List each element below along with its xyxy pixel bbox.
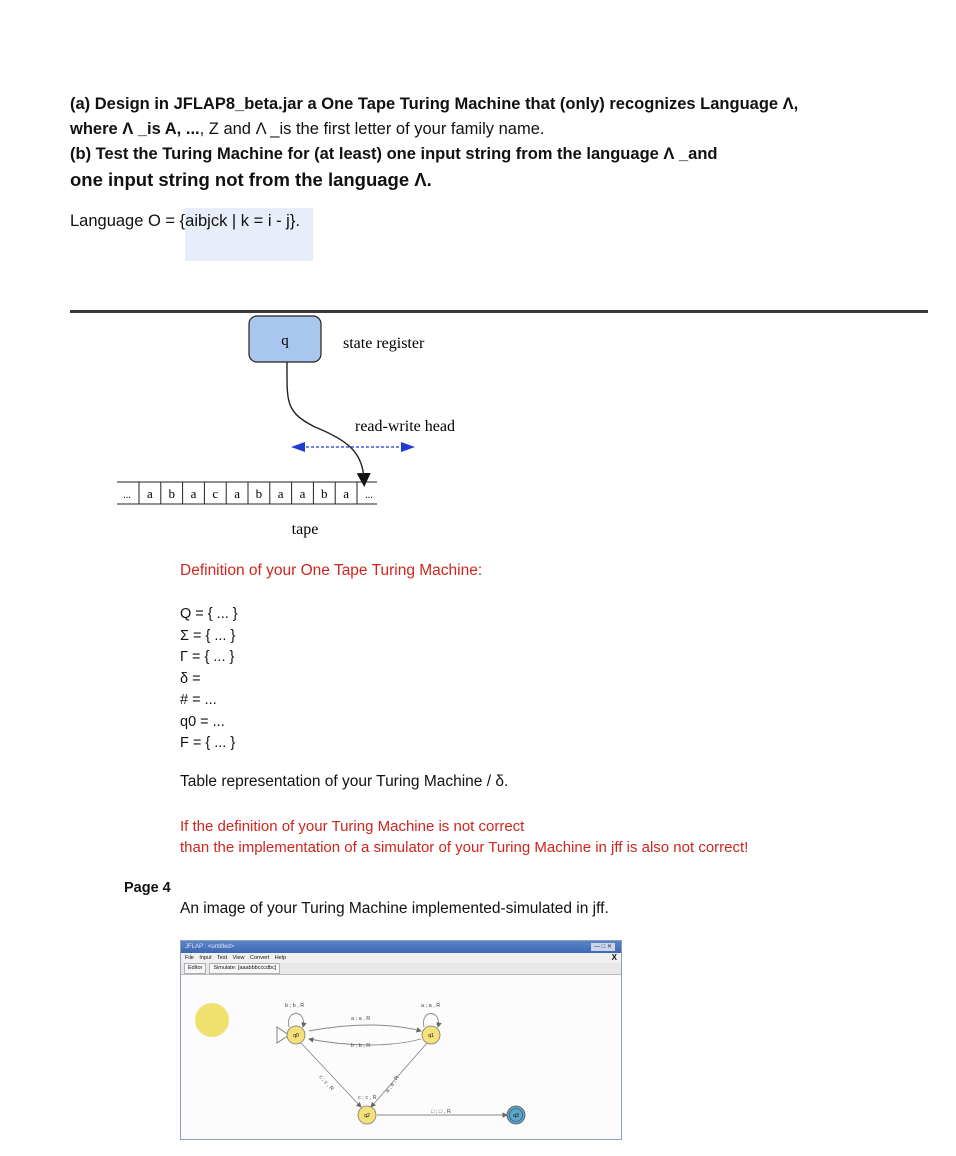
definition-line: Σ = { ... } <box>180 627 236 644</box>
transition-label: a ; a , R <box>421 1003 441 1009</box>
read-write-head-label: read-write head <box>355 418 455 435</box>
state-label: q2 <box>364 1113 370 1119</box>
task-a-line1: (a) Design in JFLAP8_beta.jar a One Tape Turing Machine that (only) recognizes Language Λ, <box>70 95 799 113</box>
tab-simulate[interactable]: Simulate: [aaabbbcccdbc] <box>209 963 280 974</box>
task-text <box>70 92 930 192</box>
definition-list <box>180 604 238 755</box>
tape-cell: a <box>147 486 153 501</box>
language-definition <box>70 212 300 231</box>
transition-label: c ; c , R <box>358 1095 377 1101</box>
tape-cell: b <box>168 486 175 501</box>
transition-label: a ; a , R <box>351 1016 371 1022</box>
tape <box>117 482 377 504</box>
definition-line: q0 = ... <box>180 713 225 730</box>
tape-cell: a <box>234 486 240 501</box>
tape-ellipsis-right: ... <box>365 490 373 501</box>
jflap-title-bar <box>181 941 621 953</box>
task-b-line2: one input string not from the language Λ. <box>70 169 432 190</box>
language-expression: aibjck | k = i - j}. <box>185 212 300 230</box>
tape-cell: b <box>255 486 263 501</box>
tape-ellipsis-left: ... <box>123 490 131 501</box>
turing-machine-diagram <box>115 312 495 552</box>
transition-label: □ ; □ , R <box>431 1109 451 1115</box>
jflap-screenshot <box>180 940 622 1140</box>
page-label: Page 4 <box>124 880 171 896</box>
task-a-line2-rest: , Z and Λ _is the first letter of your family name. <box>199 120 545 138</box>
state-symbol: q <box>281 333 289 349</box>
state-label: q0 <box>293 1033 299 1039</box>
tape-label: tape <box>291 521 319 538</box>
definition-title: Definition of your One Tape Turing Machine: <box>180 562 483 579</box>
transition-label: c ; c , R <box>317 1074 335 1093</box>
state-label: q1 <box>428 1033 434 1039</box>
definition-line: Q = { ... } <box>180 606 238 622</box>
definition-line: # = ... <box>180 692 217 708</box>
tape-cell: a <box>343 486 349 501</box>
task-a-line2-pre: where Λ _is A, <box>70 120 182 138</box>
tape-cell: a <box>299 486 306 501</box>
jflap-window-controls[interactable]: — □ ✕ <box>591 943 615 951</box>
warning-line: If the definition of your Turing Machine is not correct <box>180 818 525 835</box>
definition-line: δ = <box>180 670 201 687</box>
transition-label: b ; b , R <box>285 1003 305 1009</box>
image-title: An image of your Turing Machine implemented-simulated in jff. <box>180 900 609 917</box>
jflap-tabs <box>181 963 621 975</box>
tab-editor[interactable]: Editor <box>184 963 206 974</box>
transition-label: b ; b , R <box>351 1043 371 1049</box>
jflap-menu-bar[interactable]: File Input Test View Convert Help <box>181 953 621 963</box>
tape-cell: b <box>321 486 328 501</box>
state-register-label: state register <box>343 335 425 352</box>
table-title: Table representation of your Turing Machine / δ. <box>180 773 509 790</box>
tape-cell: a <box>190 486 197 501</box>
definition-line: F = { ... } <box>180 735 236 751</box>
warning-text <box>180 816 748 858</box>
jflap-automaton <box>181 975 621 1139</box>
transition-label: a ; a , R <box>384 1074 401 1095</box>
jflap-close-icon[interactable]: X <box>611 953 617 962</box>
head-connector <box>287 362 364 480</box>
task-b-line1: (b) Test the Turing Machine for (at least) one input string from the language Λ _and <box>70 145 718 163</box>
task-a-line2 <box>70 117 930 142</box>
state-label: q3 <box>513 1113 519 1119</box>
tape-cell: a <box>277 486 284 501</box>
jflap-canvas[interactable] <box>181 975 621 1139</box>
tape-cell: c <box>212 486 219 501</box>
task-a-ellipsis: ... <box>181 120 200 138</box>
jflap-window-title: JFLAP : <untitled> <box>185 944 235 950</box>
definition-line: Γ = { ... } <box>180 649 235 665</box>
language-prefix: Language O = { <box>70 212 186 230</box>
warning-line: than the implementation of a simulator of your Turing Machine in jff is also not correct! <box>180 839 749 856</box>
